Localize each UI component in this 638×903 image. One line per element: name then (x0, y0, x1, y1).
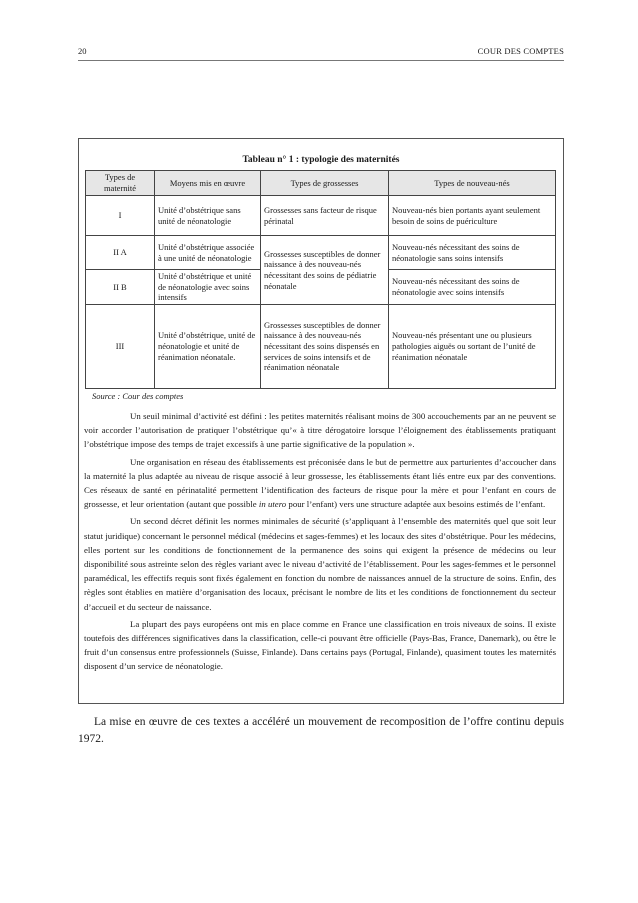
page-number: 20 (78, 46, 87, 56)
cell-moyens: Unité d’obstétrique, unité de néonatologie et unité de réanimation néonatale. (155, 304, 261, 388)
cell-nouveau-nes: Nouveau-nés bien portants ayant seulement besoin de soins de puériculture (389, 196, 556, 236)
paragraph: La plupart des pays européens ont mis en place comme en France une classification en trois niveaux de soins. Il existe toutefois des différences significatives dans la classification, celle-ci pouvant être officielle (Pays-Bas, France, Danemark), ou être le fruit d’un consensus entre professionnels (Suisse, Finlande). Dans certains pays (Portugal, Finlande), quasiment toutes les maternités disposent d’un service de néonatologie. (84, 618, 556, 672)
paragraph: Un second décret définit les normes minimales de sécurité (s’appliquant à l’ensemble des maternités quel que soit leur statut juridique) concernant le personnel médical (médecins et sages-femmes) et les locaux des sites d’obstétrique. Pour les médecins, elles portent sur les conditions de fonctionnement de la permanence des soins qui exigent la présence de médecins ou leur disponibilité sous astreinte selon des règles variant avec le niveau d’activité de l’établissement. Pour les sages-femmes et le personnel paramédical, les effectifs requis sont fixés également en fonction du nombre de naissances annuel de la structure de soins. Enfin, des règles sont établies en matière d’organisation des locaux, précisant le nombre de lits et les conditions de fonctionnement du secteur d’accueil et du secteur de naissance. (84, 516, 556, 612)
cell-grossesses: Grossesses susceptibles de donner naissance à des nouveau-nés nécessitant des soins dispensés en services de soins intensifs et de réanimation néonatale (261, 304, 389, 388)
column-header: Types de nouveau-nés (389, 171, 556, 196)
table-header-row (86, 171, 556, 196)
cell-type: III (86, 304, 155, 388)
page-header (78, 46, 564, 61)
table-row (86, 236, 556, 270)
table-title: Tableau n° 1 : typologie des maternités (242, 155, 400, 165)
cell-type: I (86, 196, 155, 236)
column-header: Types de maternité (86, 171, 155, 196)
table-source: Source : Cour des comptes (92, 391, 184, 401)
cell-moyens: Unité d’obstétrique associée à une unité de néonatologie (155, 236, 261, 270)
cell-moyens: Unité d’obstétrique et unité de néonatologie avec soins intensifs (155, 270, 261, 305)
table-row (86, 196, 556, 236)
boxed-text (84, 409, 556, 677)
cell-type: II A (86, 236, 155, 270)
cell-nouveau-nes: Nouveau-nés présentant une ou plusieurs pathologies aiguës ou sortant de l’unité de réanimation néonatale (389, 304, 556, 388)
cell-grossesses: Grossesses sans facteur de risque périnatal (261, 196, 389, 236)
running-title: COUR DES COMPTES (477, 46, 564, 56)
main-paragraph: La mise en œuvre de ces textes a accéléré un mouvement de recomposition de l’offre continu depuis 1972. (78, 716, 564, 745)
cell-nouveau-nes: Nouveau-nés nécessitant des soins de néonatologie sans soins intensifs (389, 236, 556, 270)
italic-term: in utero (258, 499, 287, 510)
paragraph: Une organisation en réseau des établissements est préconisée dans le but de permettre aux parturientes d’accoucher dans la maternité la plus adaptée au niveau de risque associé à leur grossesse, les établissements étant liés entre eux par des conventions. Ces réseaux de santé en périnatalité permettent l’identification des facteurs de risque pour la mère et pour l’enfant en cours de grossesse, et leur orientation (autant que possible in utero pour l’enfant) vers une structure adaptée aux besoins estimés de l’enfant. (84, 456, 556, 510)
cell-grossesses: Grossesses susceptibles de donner naissance à des nouveau-nés nécessitant des soins de pédiatrie néonatale (261, 236, 389, 305)
table-row (86, 304, 556, 388)
column-header: Types de grossesses (261, 171, 389, 196)
cell-nouveau-nes: Nouveau-nés nécessitant des soins de néonatologie avec soins intensifs (389, 270, 556, 305)
typology-table (85, 170, 556, 389)
column-header: Moyens mis en œuvre (155, 171, 261, 196)
cell-moyens: Unité d’obstétrique sans unité de néonatologie (155, 196, 261, 236)
cell-type: II B (86, 270, 155, 305)
paragraph: Un seuil minimal d’activité est défini : les petites maternités réalisant moins de 300 accouchements par an ne peuvent se voir accorder l’autorisation de pratiquer l’obstétrique qu’« à titre dérogatoire lorsque l’éloignement des établissements pratiquant l’obstétrique impose des temps de trajet excessifs à une partie significative de la population ». (84, 411, 556, 450)
